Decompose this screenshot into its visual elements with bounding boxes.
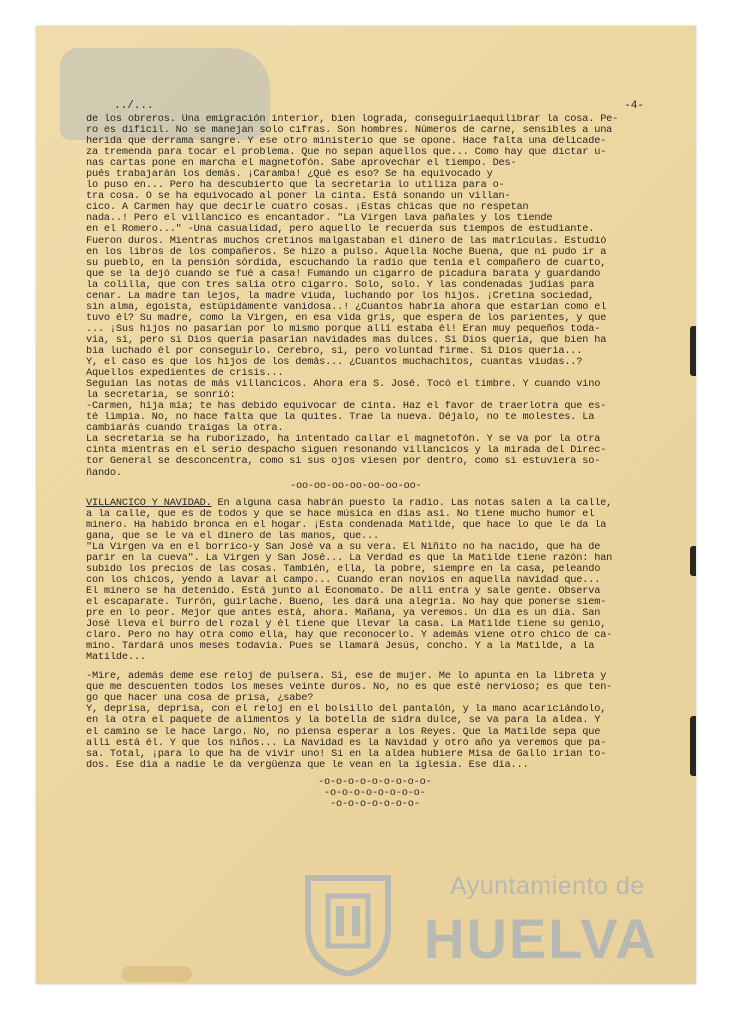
text-line: vía, sí, pero si Dios quería pasarían navidades mas dulces. Si Dios quería, que bien ha xyxy=(86,334,607,346)
text-line: su pueblo, en la pensión sórdida, escuchando la radio que tenía el compañero de cuarto, xyxy=(86,257,607,269)
text-line: El minero se ha detenido. Está junto al Economato. De allí entra y sale gente. Observa xyxy=(86,585,601,597)
text-line: Fueron duros. Mientras muchos cretinos malgastaban el dinero de las matrículas. Estudió xyxy=(86,235,607,247)
text-line: -Carmen, hija mía; te has debido equivocar de cinta. Haz el favor de traerlotra que es- xyxy=(86,401,607,413)
text-line: "La Virgen va en el borrico-y San José va a su vera. El Niñito no ha nacido, que ha de xyxy=(86,541,601,553)
section-separator: -oo-oo-oo-oo-oo-oo-oo- xyxy=(290,479,422,492)
text-line: ro es difícil. No se manejan solo cifras. Son hombres. Números de carne, sensibles a una xyxy=(86,125,613,137)
document-body xyxy=(86,114,684,810)
text-line: Seguían las notas de más villancicos. Ahora era S. José. Tocó el timbre. Y cuando vino xyxy=(86,379,601,391)
paper-smudge xyxy=(122,966,192,982)
watermark xyxy=(300,868,660,978)
text-line: lo puso en... Pero ha descubierto que la secretaria lo utiliza para o- xyxy=(86,180,505,192)
text-line: allí está él. Y que los niños... La Navidad es la Navidad y otro año ya veremos que pa- xyxy=(86,737,607,749)
text-line: gana, que se le va el dinero de las manos, que... xyxy=(86,530,379,542)
text-line: subido los precios de las cosas. También, ella, la pobre, siempre en la casa, peleando xyxy=(86,563,601,575)
text-line: nas cartas pone en marcha el magnetofón. Sabe aprovechar el tiempo. Des- xyxy=(86,158,517,170)
text-line: ñando. xyxy=(86,467,122,479)
text-line: cinta mientras en el serio despacho siguen resonando villancicos y la mirada del Direc- xyxy=(86,445,607,457)
text-line: Aquellos expedientes de crisis... xyxy=(86,368,284,380)
text-line: mino. Tardará unos meses todavía. Pues se llamará Jesús, concho. Y a la Matilde, a la xyxy=(86,641,595,653)
end-mark-line: -o-o-o-o-o-o-o- xyxy=(330,797,420,810)
end-mark-line: -o-o-o-o-o-o-o-o-o- xyxy=(318,775,432,788)
text-line: en los libros de los compañeros. Se hizo a pulso. Aquella Noche Buena, que ni pudo ir a xyxy=(86,246,607,258)
text-line: minero. Ha habido bronca en el hogar. ¡Esta condenada Matilde, que hace lo que le da la xyxy=(86,519,607,531)
page-header xyxy=(114,100,674,112)
text-line: herida que derrama sangre. Y ese otro ministerio que se opone. Hace falta una delicade- xyxy=(86,136,607,148)
end-mark-line: -o-o-o-o-o-o-o-o- xyxy=(324,786,426,799)
text-line: nada..! Pero el villancico es encantador. "La Virgen lava pañales y los tiende xyxy=(86,213,553,225)
text-line: Matilde... xyxy=(86,652,146,664)
text-line-rest: En alguna casa habrán puesto la radio. Las notas salen a la calle, xyxy=(211,497,613,509)
text-line: que se la dejó cuando se fué a casa! Fumando un cigarro de picadura barata y guardando xyxy=(86,268,601,280)
edge-ink-mark xyxy=(690,546,696,576)
text-line: claro. Pero no hay otra como ella, hay que reconocerlo. Y además viene otro chico de ca- xyxy=(86,630,613,642)
text-line: -Mire, además deme ese reloj de pulsera. Sí, ese de mujer. Me lo apunta en la libreta y xyxy=(86,671,607,683)
text-line: José lleva el burro del rozal y él tiene que llevar la casa. La Matilde tiene su genio, xyxy=(86,619,607,631)
text-line: cico. A Carmen hay que decirle cuatro cosas. ¡Estas chicas que no respetan xyxy=(86,202,529,214)
page-number: -4- xyxy=(624,100,644,112)
city-seal-icon xyxy=(300,868,396,976)
text-line: go que hacer una cosa de prisa, ¿sabe? xyxy=(86,693,314,705)
text-line: té limpia. No, no hace falta que la quites. Trae la nueva. Déjalo, no te molestes. La xyxy=(86,412,595,424)
text-line: ... ¡Sus hijos no pasarían por lo mismo porque allí estaba él! Eran muy pequeños toda- xyxy=(86,323,601,335)
text-line: tra cosa. O se ha equivocado al poner la cinta. Está sonando un villan- xyxy=(86,191,511,203)
section-2-text xyxy=(86,498,684,664)
edge-ink-mark xyxy=(690,716,696,776)
text-line xyxy=(86,498,684,509)
text-line: con los chicos, yendo a lavar al campo... Cuando eran novios en aquella navidad que... xyxy=(86,574,601,586)
text-line: dos. Ese día a nadie le da vergüenza que le vean en la iglesia. Ese día... xyxy=(86,759,529,771)
text-line: el escaparate. Turrón, guirlache. Bueno, les dará una alegría. No hay que ponerse siem- xyxy=(86,597,607,609)
edge-ink-mark xyxy=(690,326,696,376)
text-line: tuvo él? Su madre, como la Virgen, en esa vida gris, que espera de los parientes, y que xyxy=(86,312,607,324)
text-line: el camino se le hace largo. No, no piensa esperar a los Reyes. Que la Matilde sepa que xyxy=(86,726,601,738)
text-line: bía luchado él por conseguirlo. Cerebro, sí, pero voluntad firme. Si Dios quería... xyxy=(86,345,583,357)
text-line: cambiarás cuando traigas la otra. xyxy=(86,423,284,435)
watermark-text-line2: HUELVA xyxy=(424,907,658,970)
section-title: VILLANCICO Y NAVIDAD. xyxy=(86,497,212,509)
document-page xyxy=(36,26,696,984)
text-line: La secretaria se ha ruborizado, ha intentado callar el magnetofón. Y se va por la otra xyxy=(86,434,601,446)
text-line: pués trabajarán los demás. ¡Caramba! ¿Qué es eso? Se ha equivocado y xyxy=(86,169,493,181)
text-line: za tremenda para tocar el problema. Que no sepan aquellos que... Como hay que dictar u- xyxy=(86,147,607,159)
continuation-marker: ../... xyxy=(114,100,154,112)
text-line: tor General se desconcentra, como si sus ojos viesen por dentro, como si estuviera so- xyxy=(86,456,601,468)
text-line: Y, deprisa, deprisa, con el reloj en el bolsillo del pantalón, y la mano acariciándolo, xyxy=(86,704,607,716)
text-line: sin alma, egoista, estúpidamente vanidosa..! ¿Cuantos habría ahora que estarían como el xyxy=(86,301,607,313)
text-line: a la calle, que es de todos y que se hace música en días así. No tiene mucho humor el xyxy=(86,508,595,520)
text-line: pre en lo peor. Mejor que antes está, ahora. Mañana, ya veremos. Un día es un día. San xyxy=(86,608,601,620)
text-line: de los obreros. Una emigración interior, bien lograda, conseguiríaequilibrar la cosa. Pe- xyxy=(86,114,619,125)
text-line: sa. Total, ¡para lo que ha de vivir uno! Si en la aldea hubiere Misa de Gallo irían to- xyxy=(86,748,607,760)
section-2b-text xyxy=(86,671,684,770)
text-line: cenar. La madre tan lejos, la madre viuda, luchando por los hijos. ¡Cretina sociedad, xyxy=(86,290,595,302)
text-line: en el Romero..." -Una casualidad, pero aquello le recuerda sus tiempos de estudiante. xyxy=(86,224,595,236)
section-1-text xyxy=(86,114,684,479)
text-line: parir en la cueva". La Virgen y San José... La Verdad es que la Matilde tiene razón: han xyxy=(86,552,613,564)
end-marks xyxy=(86,777,684,810)
text-line: la secretaria, se sonrió: xyxy=(86,390,236,402)
text-line: en la otra el paquete de alimentos y la botella de sidra dulce, se va para la aldea. Y xyxy=(86,715,601,727)
watermark-text-line1: Ayuntamiento de xyxy=(450,872,645,900)
text-line: que me descuenten todos los meses veinte duros. No, no es que esté nervioso; es que ten- xyxy=(86,682,613,694)
text-line: Y, el caso es que los hijos de los demás... ¿Cuantos muchachitos, cuantas viudas..? xyxy=(86,357,583,369)
text-line: la colilla, que con tres salía otro cigarro. Solo, solo. Y las condenadas judías para xyxy=(86,279,595,291)
